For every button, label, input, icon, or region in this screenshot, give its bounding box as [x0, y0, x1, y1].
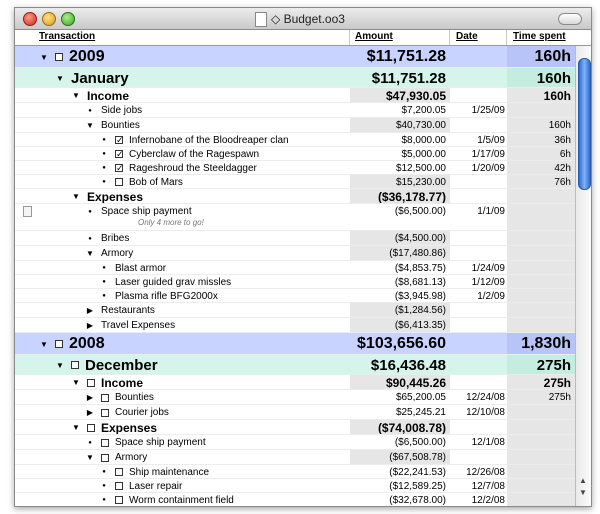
outline-row[interactable] — [15, 355, 575, 375]
time-spent-cell[interactable]: 160h — [534, 48, 571, 65]
bullet-icon: ● — [102, 497, 106, 503]
checkbox[interactable] — [55, 53, 63, 61]
time-spent-cell[interactable] — [507, 318, 571, 333]
outline-row[interactable] — [15, 405, 575, 420]
time-spent-cell[interactable] — [507, 435, 571, 450]
bullet-icon: ● — [102, 279, 106, 285]
time-spent-cell[interactable]: 275h — [543, 375, 571, 390]
date-cell[interactable] — [453, 46, 505, 68]
date-cell[interactable]: 12/26/08 — [466, 466, 505, 478]
outline-row[interactable] — [15, 189, 575, 204]
transaction-label[interactable]: Bounties — [115, 392, 154, 403]
outline-row[interactable] — [15, 133, 575, 147]
amount-cell[interactable]: $90,445.26 — [385, 375, 446, 390]
amount-cell[interactable]: $8,000.00 — [401, 134, 446, 146]
time-spent-cell[interactable]: 36h — [554, 134, 571, 146]
outline-row[interactable] — [15, 275, 575, 289]
checkbox[interactable] — [101, 439, 109, 447]
outline-row[interactable] — [15, 479, 575, 493]
transaction-label[interactable]: Courier jobs — [115, 407, 169, 418]
disclosure-expanded-icon[interactable]: ▼ — [72, 91, 80, 100]
transaction-label[interactable]: Armory — [115, 452, 148, 463]
outline-row[interactable] — [15, 420, 575, 435]
amount-cell[interactable]: ($12,589.25) — [389, 480, 446, 492]
disclosure-collapsed-icon[interactable]: ▶ — [86, 306, 94, 315]
checkbox[interactable] — [71, 361, 79, 369]
outline-row[interactable] — [15, 246, 575, 261]
outline-row[interactable] — [15, 204, 575, 231]
date-cell[interactable]: 1/2/09 — [477, 290, 505, 302]
amount-cell[interactable]: ($22,241.53) — [389, 466, 446, 478]
column-divider[interactable] — [449, 30, 450, 45]
time-spent-cell[interactable]: 160h — [548, 120, 571, 131]
amount-cell[interactable]: ($6,500.00) — [394, 437, 446, 448]
date-cell[interactable]: 12/7/08 — [471, 480, 505, 492]
outline-row[interactable] — [15, 318, 575, 333]
bullet-icon: ● — [102, 165, 106, 171]
column-header — [15, 30, 591, 46]
date-cell[interactable] — [453, 450, 505, 465]
row-note: Only 4 more to go! — [138, 218, 204, 227]
outline-row[interactable] — [15, 303, 575, 318]
bullet-icon: ● — [102, 265, 106, 271]
time-spent-cell[interactable] — [507, 420, 571, 435]
time-spent-cell[interactable]: 160h — [536, 69, 571, 87]
date-cell[interactable] — [453, 68, 505, 88]
checkbox[interactable] — [101, 394, 109, 402]
bullet-icon: ● — [88, 208, 92, 215]
date-cell[interactable]: 1/25/09 — [471, 105, 505, 116]
column-divider[interactable] — [506, 30, 507, 45]
checkbox[interactable] — [87, 379, 95, 387]
transaction-label[interactable]: Infernobane of the Bloodreaper clan — [129, 134, 289, 146]
bullet-icon: ● — [102, 179, 106, 185]
time-spent-cell[interactable] — [507, 303, 571, 318]
bullet-icon: ● — [88, 235, 92, 242]
transaction-label[interactable]: Cyberclaw of the Ragespawn — [129, 148, 260, 160]
time-spent-cell[interactable]: 6h — [559, 148, 571, 160]
date-cell[interactable] — [453, 318, 505, 333]
outline-row[interactable] — [15, 465, 575, 479]
scroll-up-arrow[interactable]: ▲ — [579, 476, 587, 485]
transaction-label[interactable]: Bounties — [101, 120, 140, 131]
time-spent-cell[interactable]: 76h — [554, 176, 571, 188]
checkbox[interactable] — [87, 424, 95, 432]
window-title: ◇ Budget.oo3 — [271, 12, 345, 26]
date-cell[interactable] — [453, 175, 505, 189]
outline-row[interactable] — [15, 118, 575, 133]
transaction-label[interactable]: Plasma rifle BFG2000x — [115, 290, 218, 302]
outline-row[interactable] — [15, 46, 575, 68]
amount-cell[interactable]: $11,751.28 — [366, 48, 446, 65]
amount-cell[interactable]: ($4,500.00) — [394, 233, 446, 244]
date-cell[interactable]: 1/5/09 — [477, 134, 505, 146]
transaction-label[interactable]: Armory — [101, 248, 134, 259]
amount-cell[interactable]: $47,930.05 — [385, 88, 446, 103]
date-cell[interactable]: 12/24/08 — [466, 392, 505, 403]
time-spent-cell[interactable] — [507, 275, 571, 289]
transaction-label[interactable]: Income — [87, 88, 130, 103]
disclosure-expanded-icon[interactable]: ▼ — [72, 192, 80, 201]
bullet-icon: ● — [102, 469, 106, 475]
outliner-window — [14, 7, 592, 507]
outline-row[interactable] — [15, 289, 575, 303]
transaction-label[interactable]: 2008 — [69, 335, 105, 352]
transaction-label[interactable]: Income — [101, 375, 144, 390]
transaction-label[interactable]: Rageshroud the Steeldagger — [129, 162, 257, 174]
transaction-label[interactable]: 2009 — [69, 48, 105, 65]
minimize-window-button[interactable] — [42, 12, 56, 26]
amount-cell[interactable]: $11,751.28 — [371, 69, 446, 87]
vertical-scrollbar[interactable] — [575, 46, 592, 506]
amount-cell[interactable]: ($67,508.78) — [389, 452, 446, 463]
amount-cell[interactable]: $25,245.21 — [395, 407, 446, 418]
bullet-icon: ● — [102, 137, 106, 143]
transaction-label[interactable]: Expenses — [87, 189, 144, 204]
outline-row[interactable] — [15, 231, 575, 246]
outline-row[interactable] — [15, 161, 575, 175]
time-spent-cell[interactable] — [507, 465, 571, 479]
date-cell[interactable]: 1/20/09 — [471, 162, 505, 174]
time-spent-cell[interactable] — [507, 231, 571, 246]
transaction-label[interactable]: Bob of Mars — [129, 176, 183, 188]
checkbox[interactable] — [101, 409, 109, 417]
checkbox[interactable] — [115, 178, 123, 186]
header-transaction[interactable]: Transaction — [39, 31, 96, 42]
time-spent-cell[interactable] — [507, 246, 571, 261]
time-spent-cell[interactable]: 160h — [543, 88, 571, 103]
transaction-label[interactable]: Blast armor — [115, 262, 167, 274]
disclosure-expanded-icon[interactable]: ▼ — [40, 339, 48, 349]
close-window-button[interactable] — [23, 12, 37, 26]
date-cell[interactable] — [453, 189, 505, 204]
time-spent-cell[interactable]: 1,830h — [521, 335, 571, 352]
outline-row[interactable] — [15, 390, 575, 405]
disclosure-collapsed-icon[interactable]: ▶ — [86, 321, 94, 330]
time-spent-cell[interactable] — [507, 405, 571, 420]
time-spent-cell[interactable] — [507, 289, 571, 303]
transaction-label[interactable]: Bribes — [101, 233, 130, 244]
checkbox[interactable] — [115, 468, 123, 476]
outline-row[interactable] — [15, 147, 575, 161]
time-spent-cell[interactable] — [507, 261, 571, 275]
outline-row[interactable] — [15, 493, 575, 506]
time-spent-cell[interactable]: 42h — [554, 162, 571, 174]
outline-row[interactable] — [15, 103, 575, 118]
bullet-icon: ● — [102, 293, 106, 299]
scroll-thumb[interactable] — [578, 58, 591, 190]
transaction-label[interactable]: Side jobs — [101, 105, 143, 116]
amount-cell[interactable]: ($74,008.78) — [377, 420, 446, 435]
transaction-label[interactable]: Travel Expenses — [101, 320, 176, 331]
amount-cell[interactable]: ($32,678.00) — [389, 494, 446, 506]
amount-cell[interactable]: ($8,681.13) — [394, 276, 446, 288]
transaction-label[interactable]: Expenses — [101, 420, 158, 435]
date-cell[interactable]: 1/1/09 — [477, 206, 505, 217]
transaction-label[interactable]: December — [85, 356, 158, 374]
date-cell[interactable] — [453, 246, 505, 261]
bullet-icon: ● — [102, 151, 106, 157]
outline-row[interactable] — [15, 333, 575, 355]
checked-checkbox[interactable]: ✓ — [116, 135, 124, 145]
checkbox[interactable] — [101, 454, 109, 462]
date-cell[interactable] — [453, 375, 505, 390]
date-cell[interactable] — [453, 88, 505, 103]
outline-row[interactable] — [15, 68, 575, 88]
time-spent-cell[interactable] — [507, 493, 571, 506]
disclosure-expanded-icon[interactable]: ▼ — [72, 378, 80, 387]
transaction-label[interactable]: January — [71, 69, 129, 87]
disclosure-expanded-icon[interactable]: ▼ — [56, 360, 64, 370]
amount-cell[interactable]: ($17,480.86) — [389, 248, 446, 259]
amount-cell[interactable]: $65,200.05 — [395, 392, 446, 403]
amount-cell[interactable]: $16,436.48 — [370, 356, 446, 374]
outline-row[interactable] — [15, 435, 575, 450]
date-cell[interactable] — [453, 303, 505, 318]
amount-cell[interactable]: ($4,853.75) — [394, 262, 446, 274]
date-cell[interactable] — [453, 420, 505, 435]
time-spent-cell[interactable]: 275h — [536, 356, 571, 374]
bullet-icon: ● — [102, 483, 106, 489]
date-cell[interactable]: 1/12/09 — [471, 276, 505, 288]
date-cell[interactable] — [453, 355, 505, 375]
document-icon — [255, 12, 267, 27]
checkbox[interactable] — [55, 340, 63, 348]
bullet-icon: ● — [88, 439, 92, 446]
column-divider[interactable] — [349, 30, 350, 45]
disclosure-collapsed-icon[interactable]: ▶ — [86, 408, 94, 417]
transaction-label[interactable]: Ship maintenance — [129, 466, 210, 478]
disclosure-expanded-icon[interactable]: ▼ — [86, 453, 94, 462]
date-cell[interactable] — [453, 231, 505, 246]
transaction-label[interactable]: Restaurants — [101, 305, 155, 316]
outline-row[interactable] — [15, 375, 575, 390]
amount-cell[interactable]: ($6,413.35) — [394, 320, 446, 331]
disclosure-expanded-icon[interactable]: ▼ — [86, 121, 94, 130]
amount-cell[interactable]: $5,000.00 — [401, 148, 446, 160]
amount-cell[interactable]: $103,656.60 — [357, 335, 446, 352]
amount-cell[interactable]: ($36,178.77) — [377, 189, 446, 204]
transaction-label[interactable]: Space ship payment — [101, 206, 192, 217]
amount-cell[interactable]: $12,500.00 — [395, 162, 446, 174]
time-spent-cell[interactable] — [507, 450, 571, 465]
transaction-label[interactable]: Laser repair — [129, 480, 183, 492]
note-icon[interactable] — [23, 206, 32, 217]
amount-cell[interactable]: ($6,500.00) — [394, 206, 446, 217]
date-cell[interactable]: 1/24/09 — [471, 262, 505, 274]
date-cell[interactable] — [453, 333, 505, 355]
outline-row[interactable] — [15, 450, 575, 465]
time-spent-cell[interactable] — [507, 479, 571, 493]
disclosure-collapsed-icon[interactable]: ▶ — [86, 393, 94, 402]
transaction-label[interactable]: Space ship payment — [115, 437, 206, 448]
header-date[interactable]: Date — [456, 31, 478, 42]
date-cell[interactable]: 12/2/08 — [471, 494, 505, 506]
date-cell[interactable]: 12/1/08 — [471, 437, 505, 448]
outline-row[interactable] — [15, 261, 575, 275]
disclosure-expanded-icon[interactable]: ▼ — [40, 52, 48, 62]
outline-row[interactable] — [15, 88, 575, 103]
amount-cell[interactable]: $7,200.05 — [401, 105, 446, 116]
checkbox[interactable] — [115, 482, 123, 490]
time-spent-cell[interactable]: 275h — [548, 392, 571, 403]
date-cell[interactable] — [453, 118, 505, 133]
disclosure-expanded-icon[interactable]: ▼ — [86, 249, 94, 258]
outline-row[interactable] — [15, 175, 575, 189]
checked-checkbox[interactable]: ✓ — [116, 163, 124, 173]
bullet-icon: ● — [88, 107, 92, 114]
time-spent-cell[interactable] — [507, 189, 571, 204]
amount-cell[interactable]: ($3,945.98) — [394, 290, 446, 302]
transaction-label[interactable]: Laser guided grav missles — [115, 276, 232, 288]
header-amount[interactable]: Amount — [355, 31, 393, 42]
outline-rows — [15, 46, 575, 506]
checkbox[interactable] — [115, 496, 123, 504]
header-time-spent[interactable]: Time spent — [513, 31, 566, 42]
amount-cell[interactable]: $40,730.00 — [395, 120, 446, 131]
title-bar[interactable] — [15, 8, 591, 30]
checked-checkbox[interactable]: ✓ — [116, 149, 124, 159]
amount-cell[interactable]: $15,230.00 — [395, 176, 446, 188]
time-spent-cell[interactable] — [507, 204, 571, 219]
date-cell[interactable]: 12/10/08 — [466, 407, 505, 418]
amount-cell[interactable]: ($1,284.56) — [394, 305, 446, 316]
time-spent-cell[interactable] — [507, 103, 571, 118]
scroll-down-arrow[interactable]: ▼ — [579, 488, 587, 497]
toolbar-toggle-button[interactable] — [558, 13, 582, 25]
transaction-label[interactable]: Worm containment field — [129, 494, 234, 506]
zoom-window-button[interactable] — [61, 12, 75, 26]
disclosure-expanded-icon[interactable]: ▼ — [72, 423, 80, 432]
date-cell[interactable]: 1/17/09 — [471, 148, 505, 160]
disclosure-expanded-icon[interactable]: ▼ — [56, 73, 64, 83]
